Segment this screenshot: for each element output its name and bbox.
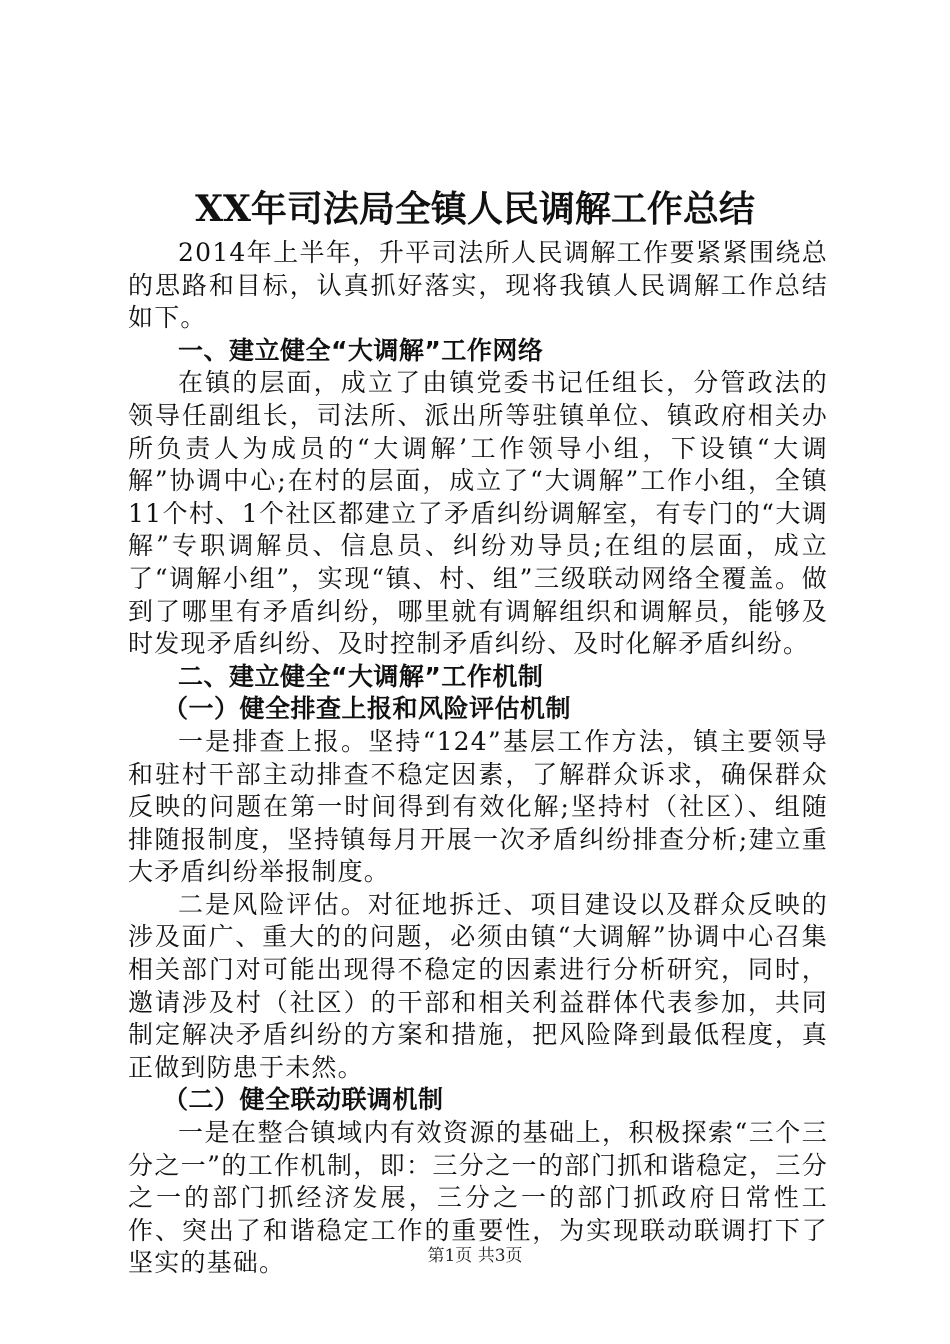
section-heading-2: 二、建立健全“大调解”工作机制: [178, 661, 544, 691]
subsection-heading-1: （一）健全排查上报和风险评估机制: [163, 694, 572, 724]
intro-paragraph: 2014年上半年，升平司法所人民调解工作要紧紧围绕总的思路和目标，认真抓好落实，现将我镇人民调解工作总结如下。: [128, 238, 828, 333]
subsection-2-paragraph-1: 一是在整合镇域内有效资源的基础上，积极探索“三个三分之一”的工作机制，即：三分之一的部门抓和谐稳定，三分之一的部门抓经济发展，三分之一的部门抓政府日常性工作、突出了和谐稳定工作的重要性，为实现联动联调打下了坚实的基础。: [128, 1118, 828, 1278]
page-number-footer: 第1页 共3页: [427, 1246, 523, 1266]
document-title: XX年司法局全镇人民调解工作总结: [195, 188, 755, 230]
subsection-heading-2: （二）健全联动联调机制: [163, 1085, 444, 1115]
subsection-1-paragraph-2: 二是风险评估。对征地拆迁、项目建设以及群众反映的涉及面广、重大的的问题，必须由镇“大调解”协调中心召集相关部门对可能出现得不稳定的因素进行分析研究，同时，邀请涉及村（社区）的干部和相关利益群体代表参加，共同制定解决矛盾纠纷的方案和措施，把风险降到最低程度，真正做到防患于未然。: [128, 889, 828, 1082]
document-body: [128, 237, 828, 1280]
section-1-paragraph: 在镇的层面，成立了由镇党委书记任组长，分管政法的领导任副组长，司法所、派出所等驻镇单位、镇政府相关办所负责人为成员的“大调解’工作领导小组，下设镇“大调解”协调中心;在村的层面，成立了“大调解”工作小组，全镇11个村、1个社区都建立了矛盾纠纷调解室，有专门的“大调解”专职调解员、信息员、纠纷劝导员;在组的层面，成立了“调解小组”，实现“镇、村、组”三级联动网络全覆盖。做到了哪里有矛盾纠纷，哪里就有调解组织和调解员，能够及时发现矛盾纠纷、及时控制矛盾纠纷、及时化解矛盾纠纷。: [128, 368, 828, 659]
section-heading-1: 一、建立健全“大调解”工作网络: [178, 335, 544, 365]
subsection-1-paragraph-1: 一是排查上报。坚持“124”基层工作方法，镇主要领导和驻村干部主动排查不稳定因素，了解群众诉求，确保群众反映的问题在第一时间得到有效化解;坚持村（社区）、组随排随报制度，坚持镇每月开展一次矛盾纠纷排查分析;建立重大矛盾纠纷举报制度。: [128, 726, 828, 887]
